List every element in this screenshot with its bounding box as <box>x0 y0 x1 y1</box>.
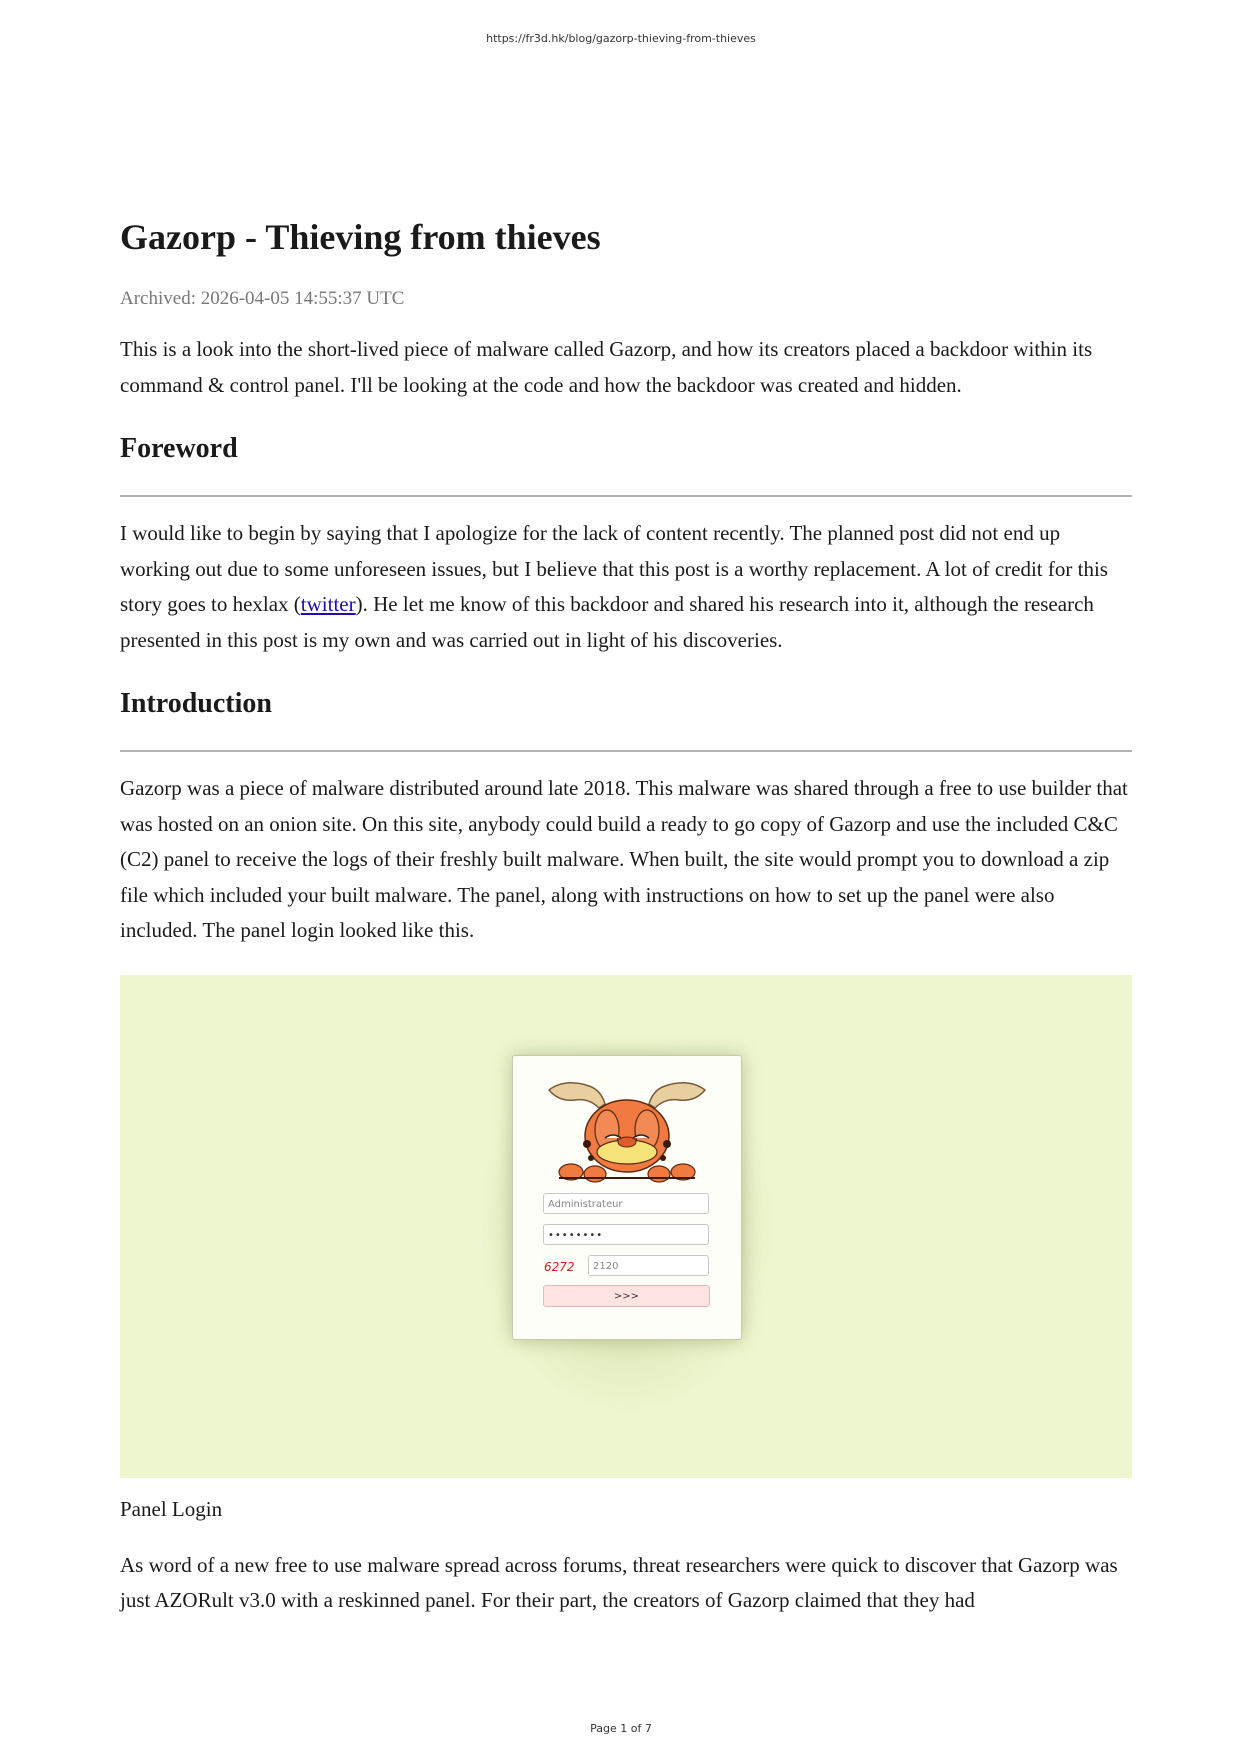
section-heading-foreword: Foreword <box>120 433 238 464</box>
password-field: •••••••• <box>543 1224 709 1245</box>
panel-login-screenshot <box>120 975 1132 1478</box>
page-number: Page 1 of 7 <box>590 1722 652 1735</box>
intro-paragraph: This is a look into the short-lived piece of malware called Gazorp, and how its creators placed a backdoor within its command & control panel. I'll be looking at the code and how the backdoor was created and hidden. <box>120 337 1093 397</box>
closing-paragraph: As word of a new free to use malware spread across forums, threat researchers were quick to discover that Gazorp was just AZORult v3.0 with a reskinned panel. For their part, the creators of Gazorp claimed that they had <box>120 1552 1118 1612</box>
section-divider <box>120 750 1132 752</box>
archived-timestamp: Archived: 2026-04-05 14:55:37 UTC <box>120 288 405 309</box>
section-heading-introduction: Introduction <box>120 688 272 719</box>
section-divider <box>120 495 1132 497</box>
article-title: Gazorp - Thieving from thieves <box>120 217 601 257</box>
figure-caption: Panel Login <box>120 1496 223 1521</box>
twitter-link[interactable]: twitter <box>300 592 356 616</box>
login-submit-button: >>> <box>543 1285 710 1307</box>
foreword-text-part2: ). He let me know of this backdoor and shared his research into it, although the research presented in this post is my own and was carried out in light of his discoveries. <box>120 592 1094 652</box>
captcha-code: 6272 <box>544 1259 575 1274</box>
username-field: Administrateur <box>543 1193 709 1214</box>
introduction-paragraph: Gazorp was a piece of malware distributed around late 2018. This malware was shared through a free to use builder that was hosted on an onion site. On this site, anybody could build a ready to go copy of Gazorp and use the included C&C (C2) panel to receive the logs of their freshly built malware. When built, the site would prompt you to download a zip file which included your built malware. The panel, along with instructions on how to set up the panel were also included. The panel login looked like this. <box>120 776 1128 942</box>
garfield-mascot-icon <box>545 1078 709 1184</box>
foreword-paragraph <box>120 516 1132 658</box>
foreword-text-part1: I would like to begin by saying that I apologize for the lack of content recently. The planned post did not end up working out due to some unforeseen issues, but I believe that this post is a worthy replacement. A lot of credit for this story goes to hexlax ( <box>120 521 1108 616</box>
login-card <box>512 1055 742 1340</box>
article <box>120 212 1132 1619</box>
page-url: https://fr3d.hk/blog/gazorp-thieving-from-thieves <box>486 32 756 45</box>
captcha-field: 2120 <box>588 1255 709 1276</box>
